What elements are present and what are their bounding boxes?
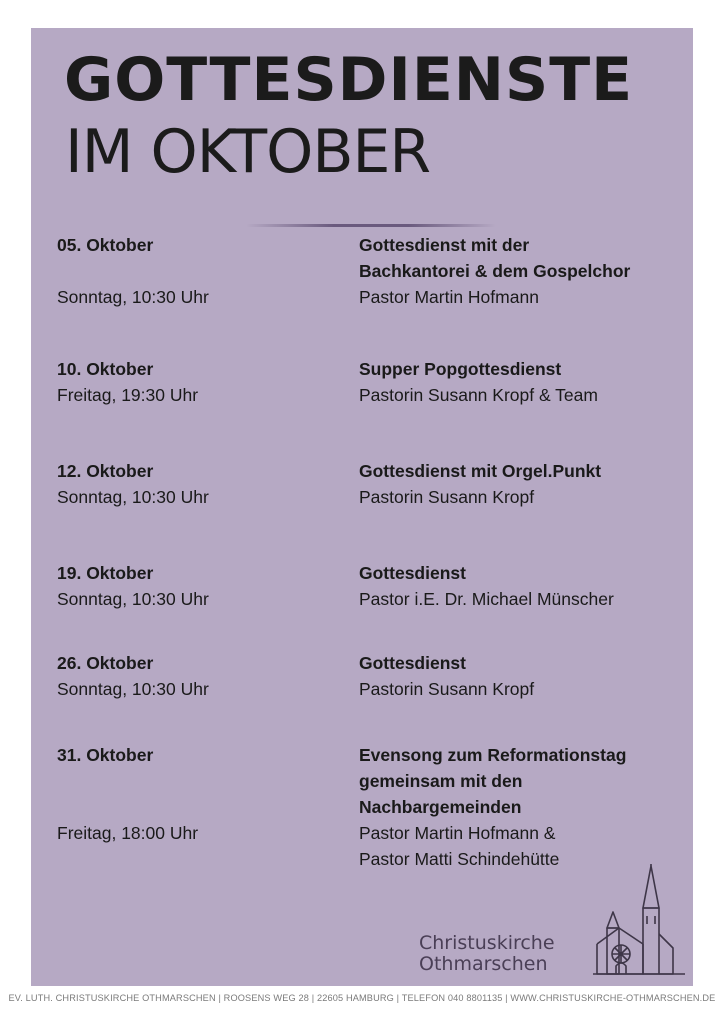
event-time: Sonntag, 10:30 Uhr — [57, 487, 209, 507]
event-title: Gottesdienst mit der — [359, 235, 530, 255]
event-title: Nachbargemeinden — [359, 797, 522, 817]
event-time: Sonntag, 10:30 Uhr — [57, 287, 209, 307]
event-date: 19. Oktober — [57, 563, 154, 583]
event-date: 10. Oktober — [57, 359, 154, 379]
event-time: Freitag, 18:00 Uhr — [57, 823, 199, 843]
event-pastor: Pastor Matti Schindehütte — [359, 849, 560, 869]
event-date: 05. Oktober — [57, 235, 154, 255]
event-pastor: Pastor i.E. Dr. Michael Münscher — [359, 589, 614, 609]
page-title: GOTTESDIENSTE — [64, 45, 634, 115]
logo-line-2: Othmarschen — [419, 953, 548, 975]
logo-wordmark — [419, 933, 555, 975]
event-pastor: Pastor Martin Hofmann & — [359, 823, 556, 843]
event-pastor: Pastorin Susann Kropf & Team — [359, 385, 598, 405]
event-pastor: Pastor Martin Hofmann — [359, 287, 539, 307]
event-title: Gottesdienst — [359, 653, 466, 673]
logo-line-1: Christuskirche — [419, 932, 555, 954]
church-icon — [593, 864, 685, 978]
event-title: Supper Popgottesdienst — [359, 359, 562, 379]
event-pastor: Pastorin Susann Kropf — [359, 679, 535, 699]
event-date: 12. Oktober — [57, 461, 154, 481]
event-title: Gottesdienst — [359, 563, 466, 583]
event-date: 26. Oktober — [57, 653, 154, 673]
event-title: Bachkantorei & dem Gospelchor — [359, 261, 631, 281]
divider — [246, 224, 496, 227]
page-subtitle: IM OKTOBER — [65, 117, 431, 187]
event-title: gemeinsam mit den — [359, 771, 523, 791]
event-time: Sonntag, 10:30 Uhr — [57, 679, 209, 699]
event-time: Sonntag, 10:30 Uhr — [57, 589, 209, 609]
event-title: Gottesdienst mit Orgel.Punkt — [359, 461, 602, 481]
event-title: Evensong zum Reformationstag — [359, 745, 627, 765]
footer-address: EV. LUTH. CHRISTUSKIRCHE OTHMARSCHEN | ROOSENS WEG 28 | 22605 HAMBURG | TELEFON 040 8801135 | WWW.CHRISTUSKIRCHE-OTHMARSCHEN.DE — [8, 993, 716, 1003]
event-date: 31. Oktober — [57, 745, 154, 765]
poster-panel — [31, 28, 693, 986]
event-time: Freitag, 19:30 Uhr — [57, 385, 199, 405]
event-pastor: Pastorin Susann Kropf — [359, 487, 535, 507]
